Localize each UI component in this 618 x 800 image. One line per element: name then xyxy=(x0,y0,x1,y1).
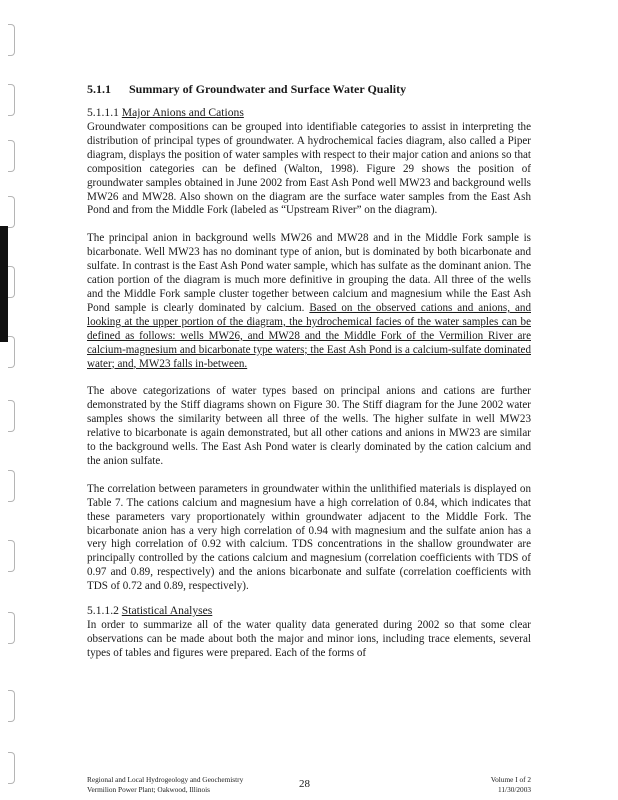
binder-ring xyxy=(8,84,15,116)
black-tab-marker xyxy=(0,226,8,342)
subsection-title: Statistical Analyses xyxy=(121,604,213,618)
binder-ring xyxy=(8,266,15,298)
binder-ring xyxy=(8,540,15,572)
section-title: Summary of Groundwater and Surface Water Quality xyxy=(129,82,407,96)
binder-ring-strip xyxy=(0,0,20,800)
binder-ring xyxy=(8,196,15,228)
subsection-heading xyxy=(87,106,531,119)
footer-date: 11/30/2003 xyxy=(498,785,531,794)
page-number: 28 xyxy=(299,778,310,790)
binder-ring xyxy=(8,24,15,56)
binder-ring xyxy=(8,400,15,432)
paragraph: Groundwater compositions can be grouped into identifiable categories to assist in interpreting the distribution of principal types of groundwater. A hydrochemical facies diagram, also called a Piper diagram, displays the position of water samples with respect to their major cation and anions so that composition categories can be defined (Walton, 1998). Figure 29 shows the position of groundwater samples obtained in June 2002 from East Ash Pond well MW23 and background wells MW26 and MW28. Also shown on the diagram are the surface water samples from the East Ash Pond and from the Middle Fork (labeled as “Upstream River” on the diagram). xyxy=(87,121,531,217)
underlined-conclusion: Based on the observed cations and anions, and looking at the upper portion of the diagram, the hydrochemical facies of the water samples can be defined as follows: wells MW26, and MW28 and the Middle Fork of the Vermilion River are calcium-magnesium and bicarbonate type waters; the East Ash Pond is a calcium-sulfate dominated water; and, MW23 falls in-between. xyxy=(87,301,531,370)
binder-ring xyxy=(8,140,15,172)
footer-document-info xyxy=(87,775,257,795)
footer-volume: Volume I of 2 xyxy=(490,775,531,784)
page-body xyxy=(87,82,531,661)
paragraph-facies xyxy=(87,232,531,371)
binder-ring xyxy=(8,752,15,784)
binder-ring xyxy=(8,690,15,722)
paragraph: The above categorizations of water types based on principal anions and cations are further demonstrated by the Stiff diagrams shown on Figure 30. The Stiff diagram for the June 2002 water samples shows the similarity between all three of the wells. The higher sulfate in well MW23 relative to bicarbonate is again demonstrated, but all other cations and anions in MW23 are similar to the background wells. The East Ash Pond water is clearly dominated by the cation calcium and the anion sulfate. xyxy=(87,385,531,467)
paragraph: The correlation between parameters in groundwater within the unlithified materials is displayed on Table 7. The cations calcium and magnesium have a high correlation of 0.84, which indicates that these parameters vary proportionately within groundwater adjacent to the Middle Fork. The bicarbonate anion has a very high correlation of 0.94 with magnesium and the sulfate anion has a very high correlation of 0.92 with calcium. TDS concentrations in the shallow groundwater are principally controlled by the cations calcium and magnesium (correlation coefficients with TDS of 0.97 and 0.89, respectively) and the anions bicarbonate and sulfate (correlation coefficients with TDS of 0.72 and 0.89, respectively). xyxy=(87,482,531,593)
binder-ring xyxy=(8,612,15,644)
paragraph-text: The principal anion in background wells MW26 and MW28 and in the Middle Fork sample is bicarbonate. Well MW23 has no dominant type of anion, but is dominated by both bicarbonate and sulfate. In contrast is the East Ash Pond water sample, which has sulfate as the dominant anion. The cation portion of the diagram is much more definitive in grouping the data. All three of the wells and the Middle Fork sample cluster together between calcium and magnesium while the East Ash Pond sample is clearly dominated by calcium. xyxy=(87,232,531,314)
subsection-title: Major Anions and Cations xyxy=(121,106,244,119)
subsection-number: 5.1.1.1 xyxy=(87,106,119,119)
paragraph: In order to summarize all of the water quality data generated during 2002 so that some clear observations can be made about both the major and minor ions, including trace elements, several types of tables and figures were prepared. Each of the forms of xyxy=(87,619,531,659)
section-number: 5.1.1 xyxy=(87,82,111,96)
page-footer xyxy=(87,775,531,799)
footer-location: Vermilion Power Plant; Oakwood, Illinois xyxy=(87,785,211,794)
subsection-heading xyxy=(87,604,531,617)
section-heading xyxy=(87,82,531,96)
binder-ring xyxy=(8,336,15,368)
footer-report-title: Regional and Local Hydrogeology and Geochemistry xyxy=(87,775,244,784)
footer-volume-info xyxy=(491,775,531,795)
subsection-number: 5.1.1.2 xyxy=(87,604,119,618)
binder-ring xyxy=(8,470,15,502)
